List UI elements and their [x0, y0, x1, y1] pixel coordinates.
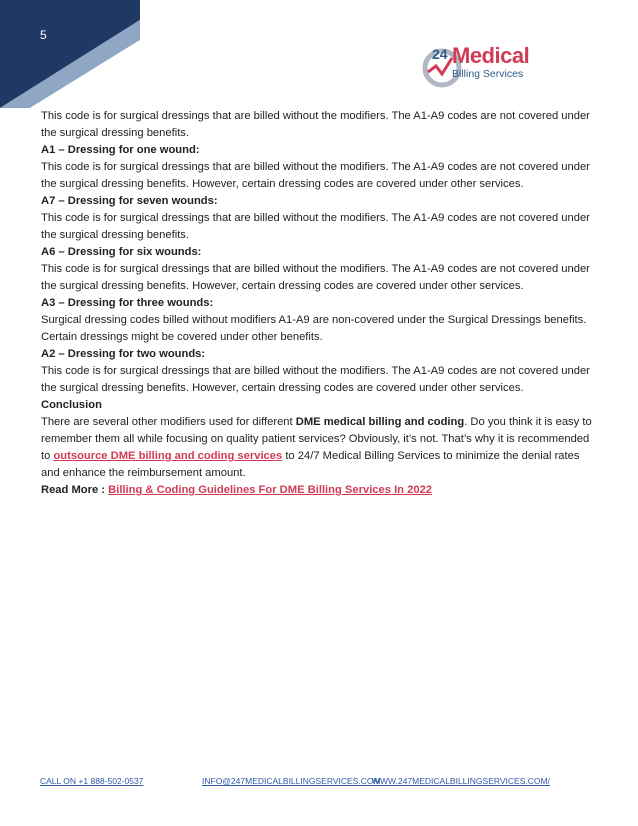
- paragraph: Surgical dressing codes billed without modifiers A1-A9 are non-covered under the Surgical Dressings benefits. Certain dressings might be covered under other benefits.: [41, 314, 587, 343]
- conclusion-text-2: . Do you think it is easy to remember them all while focusing on quality patient services? Obviously, it’s not. That’s why it is recommended to: [41, 416, 592, 462]
- paragraph: This code is for surgical dressings that are billed without the modifiers. The A1-A9 codes are not covered under the surgical dressing benefits. However, certain dressing codes are covered under other services.: [41, 365, 590, 394]
- conclusion-paragraph: [41, 414, 601, 482]
- footer-email-link[interactable]: INFO@247MEDICALBILLINGSERVICES.COM: [202, 776, 381, 786]
- paragraph: This code is for surgical dressings that are billed without the modifiers. The A1-A9 codes are not covered under the surgical dressing benefits.: [41, 110, 590, 139]
- read-more-label: Read More :: [41, 484, 109, 496]
- section-heading: A3 – Dressing for three wounds:: [41, 297, 214, 309]
- outsource-services-link[interactable]: outsource DME billing and coding services: [53, 450, 283, 462]
- footer-phone-link[interactable]: CALL ON +1 888-502-0537: [40, 776, 144, 786]
- conclusion-bold-phrase: DME medical billing and coding: [295, 416, 465, 428]
- conclusion-heading: Conclusion: [41, 399, 102, 411]
- conclusion-text-1: There are several other modifiers used for different: [41, 416, 296, 428]
- read-more-link[interactable]: Billing & Coding Guidelines For DME Billing Services In 2022: [108, 484, 433, 496]
- page-number: 5: [40, 28, 47, 42]
- footer-website-link[interactable]: WWW.247MEDICALBILLINGSERVICES.COM/: [372, 776, 550, 786]
- section-heading: A7 – Dressing for seven wounds:: [41, 195, 218, 207]
- section-heading: A2 – Dressing for two wounds:: [41, 348, 206, 360]
- section-heading: A6 – Dressing for six wounds:: [41, 246, 202, 258]
- logo-name: Medical: [452, 43, 530, 68]
- paragraph: This code is for surgical dressings that are billed without the modifiers. The A1-A9 codes are not covered under the surgical dressing benefits. However, certain dressing codes are covered under other services.: [41, 263, 590, 292]
- paragraph: This code is for surgical dressings that are billed without the modifiers. The A1-A9 codes are not covered under the surgical dressing benefits. However, certain dressing codes are covered under other services.: [41, 161, 590, 190]
- logo-numeral: 24: [432, 46, 448, 62]
- conclusion-text-3: to 24/7 Medical Billing Services to minimize the denial rates and enhance the reimbursement amount.: [41, 450, 580, 479]
- paragraph: This code is for surgical dressings that are billed without the modifiers. The A1-A9 codes are not covered under the surgical dressing benefits.: [41, 212, 590, 241]
- read-more-line: [41, 482, 601, 499]
- section-heading: A1 – Dressing for one wound:: [41, 144, 200, 156]
- document-body: [41, 108, 601, 499]
- corner-decoration: [0, 0, 140, 108]
- logo-subtitle: Billing Services: [452, 68, 524, 80]
